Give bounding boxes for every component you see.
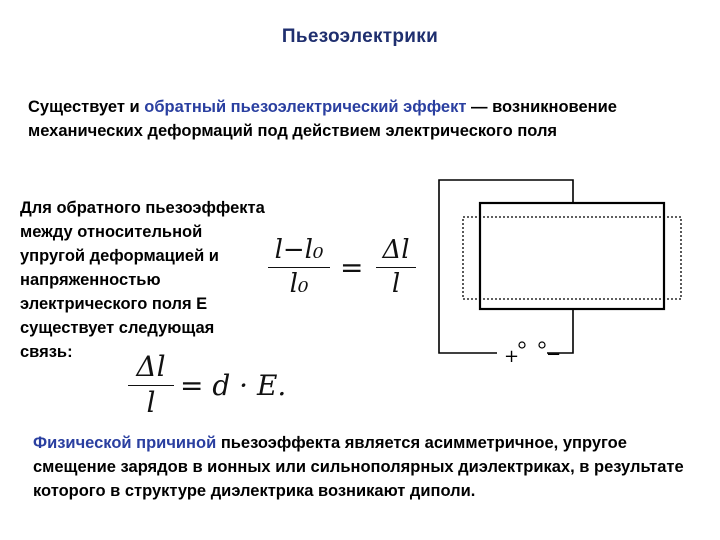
intro-highlight: обратный пьезоэлектрический эффект bbox=[144, 98, 467, 116]
cause-paragraph bbox=[33, 431, 693, 503]
terminal-negative bbox=[539, 342, 545, 348]
formula1-lhs-numerator: l−l₀ bbox=[274, 235, 324, 265]
formula1-lhs-denominator: l₀ bbox=[289, 269, 309, 300]
formula2-fraction bbox=[128, 352, 174, 419]
page-title: Пьезоэлектрики bbox=[281, 26, 439, 47]
formula2-numerator: Δl bbox=[136, 350, 166, 383]
intro-text-start: Существует и bbox=[28, 98, 145, 116]
intro-paragraph bbox=[28, 95, 668, 143]
formula1-rhs-bar bbox=[376, 267, 416, 269]
minus-label: − bbox=[546, 344, 562, 365]
formula2-rest: = d · E. bbox=[180, 369, 287, 402]
plus-label: + bbox=[504, 346, 520, 367]
formula1-rhs-fraction bbox=[376, 236, 416, 299]
formula1-rhs-denominator: l bbox=[391, 269, 401, 300]
electrode-wire-left bbox=[439, 180, 573, 353]
piezo-diagram bbox=[430, 176, 690, 376]
formula2-denominator: l bbox=[146, 386, 156, 420]
dielectric-sample bbox=[480, 203, 664, 309]
formula1-rhs-numerator: Δl bbox=[382, 235, 410, 265]
intro-text-end: — возникновение механических деформаций под действием электрического поля bbox=[28, 98, 617, 140]
formula1-lhs-fraction bbox=[268, 236, 330, 299]
dielectric-deformed-outline bbox=[463, 217, 681, 299]
relation-paragraph: Для обратного пьезоэффекта между относительной упругой деформацией и напряженностью электрического поля E существует следующая связь: bbox=[20, 199, 265, 361]
terminal-positive bbox=[519, 342, 525, 348]
cause-text: пьезоэффекта является асимметричное, упругое смещение зарядов в ионных или сильнополярных диэлектриках, в результате которого в структуре диэлектрика возникают диполи. bbox=[33, 434, 684, 500]
cause-highlight: Физической причиной bbox=[33, 434, 217, 452]
formula1-equals: = bbox=[340, 251, 364, 284]
formula1-lhs-bar bbox=[268, 267, 330, 269]
